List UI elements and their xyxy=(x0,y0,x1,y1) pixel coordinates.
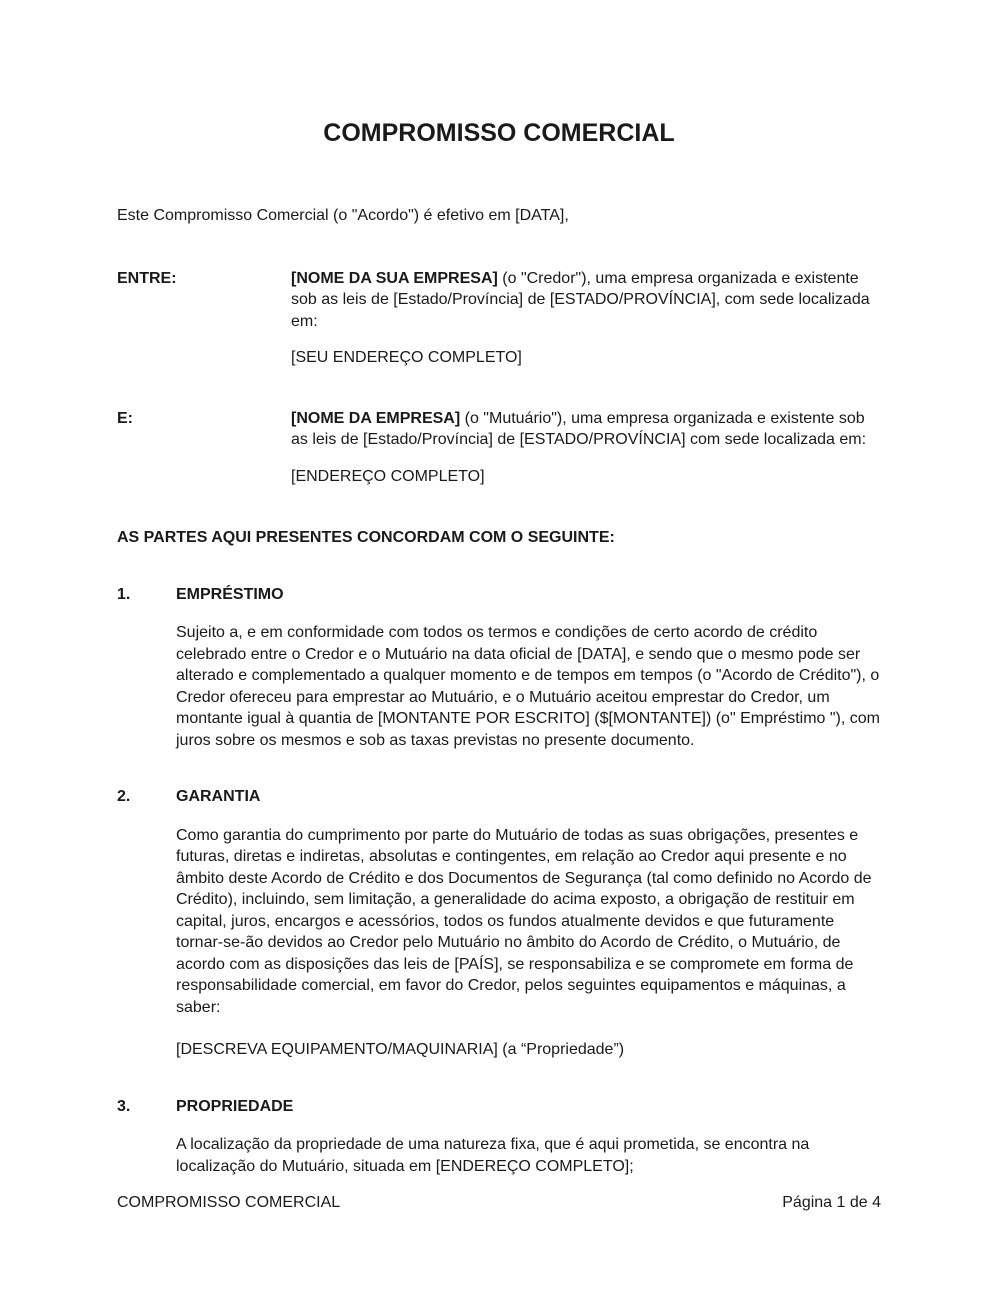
party-row-e xyxy=(117,408,881,451)
agreement-statement: AS PARTES AQUI PRESENTES CONCORDAM COM O SEGUINTE: xyxy=(117,529,615,546)
footer-document-name: COMPROMISSO COMERCIAL xyxy=(117,1194,341,1211)
document-title: COMPROMISSO COMERCIAL xyxy=(323,119,675,147)
section-1-emprestimo xyxy=(117,584,881,752)
section-heading: PROPRIEDADE xyxy=(176,1097,294,1115)
section-paragraph: Como garantia do cumprimento por parte do Mutuário de todas as suas obrigações, presentes e futuras, diretas e indiretas, absolutas e contingentes, em relação ao Credor aqui presente e no âmbito deste Acordo de Crédito e dos Documentos de Segurança (tal como definido no Acordo de Crédito), incluindo, sem limitação, a generalidade do acima exposto, a obrigação de restituir em capital, juros, encargos e acessórios, todos os fundos atualmente devidos e que futuramente tornar-se-ão devidos ao Credor pelo Mutuário no âmbito do Acordo de Crédito, o Mutuário, de acordo com as disposições das leis de [PAÍS], se responsabiliza e se compromete em forma de responsabilidade comercial, em favor do Credor, pelos seguintes equipamentos e máquinas, a saber: xyxy=(176,826,872,1016)
party-label-e: E: xyxy=(117,409,133,427)
party-name-placeholder: [NOME DA EMPRESA] xyxy=(291,409,461,427)
page-footer xyxy=(117,1192,881,1214)
section-heading-row xyxy=(117,786,881,808)
section-paragraph: Sujeito a, e em conformidade com todos os termos e condições de certo acordo de crédito celebrado entre o Credor e o Mutuário na data oficial de [DATA], e sendo que o mesmo pode ser alterado e complementado a qualquer momento e de tempos em tempos (o "Acordo de Crédito"), o Credor ofereceu para emprestar ao Mutuário, e o Mutuário aceitou emprestar do Credor, um montante igual à quantia de [MONTANTE POR ESCRITO] ($[MONTANTE]) (o" Empréstimo "), com juros sobre os mesmos e sob as taxas previstas no presente documento. xyxy=(176,624,880,749)
section-heading-row xyxy=(117,1096,881,1118)
section-2-garantia xyxy=(117,786,881,1061)
section-heading: GARANTIA xyxy=(176,788,261,805)
section-number: 2. xyxy=(117,788,131,805)
section-3-propriedade xyxy=(117,1096,881,1178)
party-description-entre xyxy=(291,268,881,333)
section-number: 3. xyxy=(117,1097,131,1115)
party-row-entre xyxy=(117,268,881,333)
party-description-e xyxy=(291,408,881,451)
party-rest-text: (o "Mutuário"), uma empresa organizada e existente sob as leis de [Estado/Província] de [ESTADO/PROVÍNCIA] com sede localizada em: xyxy=(291,409,867,448)
party-address-entre: [SEU ENDEREÇO COMPLETO] xyxy=(291,349,522,366)
party-label-entre: ENTRE: xyxy=(117,269,177,287)
party-name-placeholder: [NOME DA SUA EMPRESA] xyxy=(291,269,498,287)
section-number: 1. xyxy=(117,585,131,603)
party-address-e: [ENDEREÇO COMPLETO] xyxy=(291,467,485,485)
intro-paragraph: Este Compromisso Comercial (o "Acordo") é efetivo em [DATA], xyxy=(117,207,569,224)
equipment-placeholder-line: [DESCREVA EQUIPAMENTO/MAQUINARIA] (a “Propriedade”) xyxy=(176,1041,625,1058)
section-paragraph: A localização da propriedade de uma natureza fixa, que é aqui prometida, se encontra na localização do Mutuário, situada em [ENDEREÇO COMPLETO]; xyxy=(176,1136,810,1175)
footer-page-number: Página 1 de 4 xyxy=(782,1194,881,1211)
section-heading: EMPRÉSTIMO xyxy=(176,585,284,603)
section-heading-row xyxy=(117,584,881,606)
party-rest-text: (o "Credor"), uma empresa organizada e existente sob as leis de [Estado/Província] de [ESTADO/PROVÍNCIA], com sede localizada em: xyxy=(291,269,870,330)
